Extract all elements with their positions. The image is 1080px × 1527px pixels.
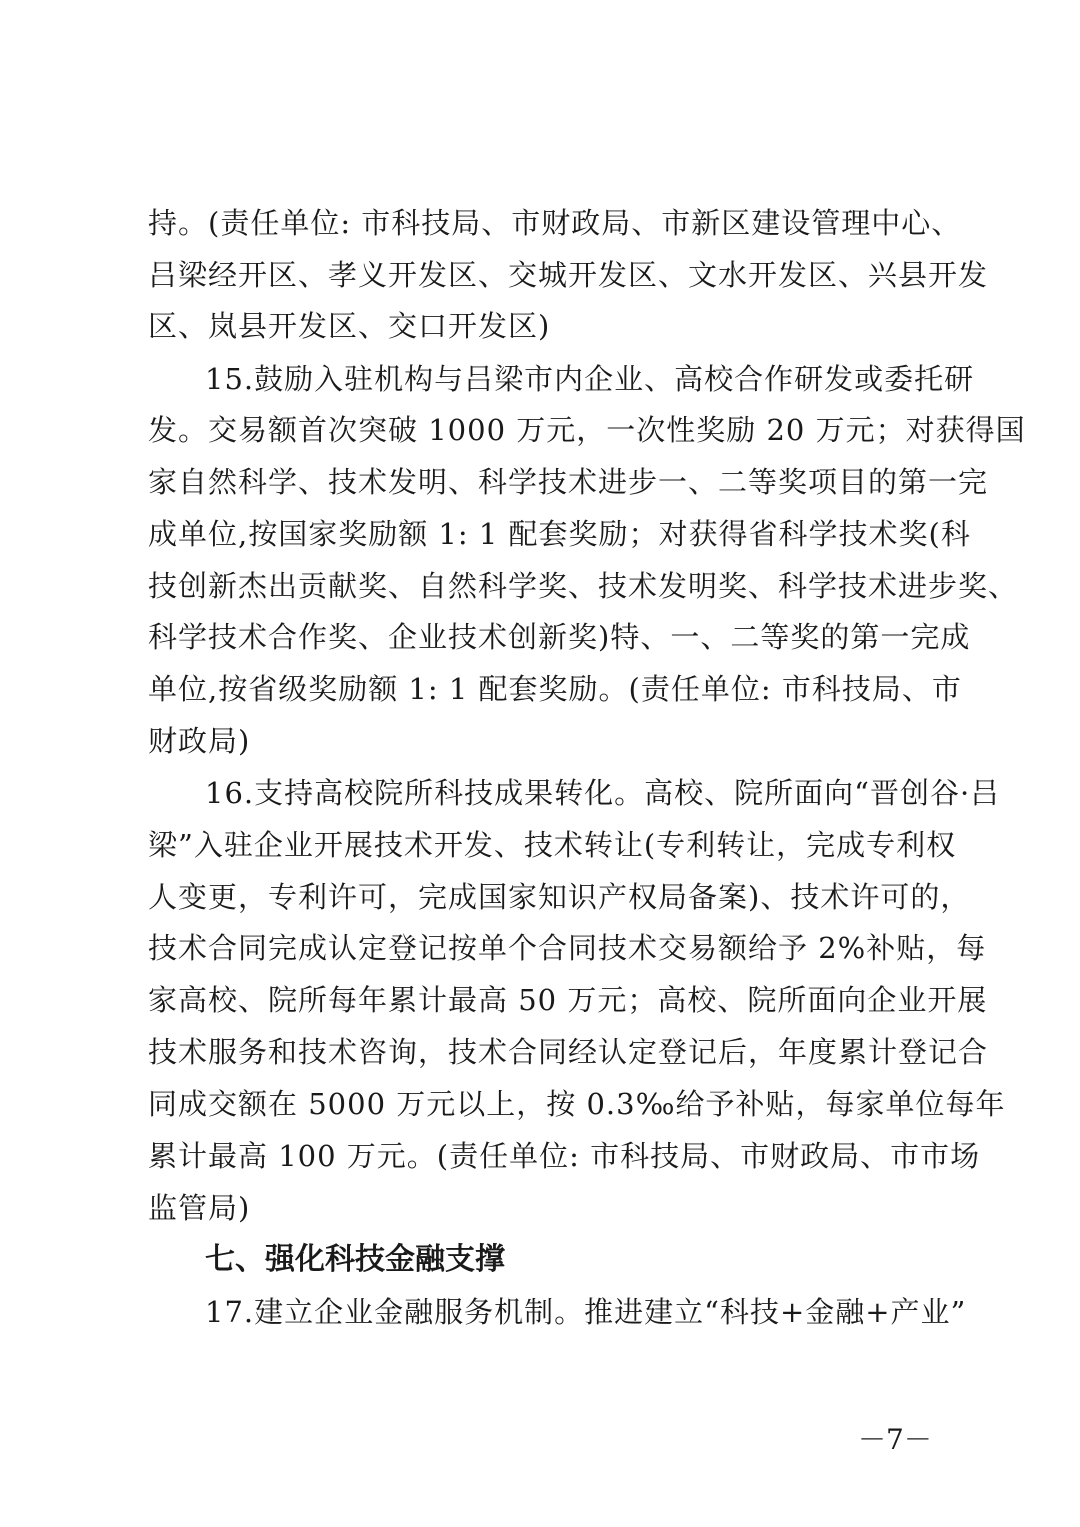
text-line: 区、岚县开发区、交口开发区)	[148, 309, 551, 343]
text-line: 财政局)	[148, 724, 251, 758]
text-line: 成单位,按国家奖励额 1: 1 配套奖励；对获得省科学技术奖(科	[148, 517, 971, 551]
page-number: －7－	[858, 1423, 932, 1456]
paragraph-start-16: 16.支持高校院所科技成果转化。高校、院所面向“晋创谷·吕	[205, 776, 1001, 810]
text-line: 监管局)	[148, 1191, 251, 1225]
text-line: 梁”入驻企业开展技术开发、技术转让(专利转让，完成专利权	[148, 828, 957, 862]
paragraph-start-17: 17.建立企业金融服务机制。推进建立“科技+金融+产业”	[205, 1295, 967, 1329]
text-line: 技术服务和技术咨询，技术合同经认定登记后，年度累计登记合	[148, 1035, 989, 1069]
text-line: 技术合同完成认定登记按单个合同技术交易额给予 2%补贴，每	[148, 931, 987, 965]
text-line: 家高校、院所每年累计最高 50 万元；高校、院所面向企业开展	[148, 983, 988, 1017]
text-line: 家自然科学、技术发明、科学技术进步一、二等奖项目的第一完	[148, 465, 989, 499]
text-line: 累计最高 100 万元。(责任单位: 市科技局、市财政局、市市场	[148, 1139, 981, 1173]
text-line: 同成交额在 5000 万元以上，按 0.3‰给予补贴，每家单位每年	[148, 1087, 1006, 1121]
text-line: 持。(责任单位: 市科技局、市财政局、市新区建设管理中心、	[148, 206, 962, 240]
section-heading: 七、强化科技金融支撑	[205, 1242, 505, 1277]
text-line: 发。交易额首次突破 1000 万元，一次性奖励 20 万元；对获得国	[148, 413, 1026, 447]
text-line: 科学技术合作奖、企业技术创新奖)特、一、二等奖的第一完成	[148, 620, 971, 654]
text-line: 人变更，专利许可，完成国家知识产权局备案)、技术许可的，	[148, 880, 971, 914]
text-line: 单位,按省级奖励额 1: 1 配套奖励。(责任单位: 市科技局、市	[148, 672, 962, 706]
paragraph-start-15: 15.鼓励入驻机构与吕梁市内企业、高校合作研发或委托研	[205, 362, 975, 396]
text-line: 技创新杰出贡献奖、自然科学奖、技术发明奖、科学技术进步奖、	[148, 569, 1019, 603]
text-line: 吕梁经开区、孝义开发区、交城开发区、文水开发区、兴县开发	[148, 258, 989, 292]
